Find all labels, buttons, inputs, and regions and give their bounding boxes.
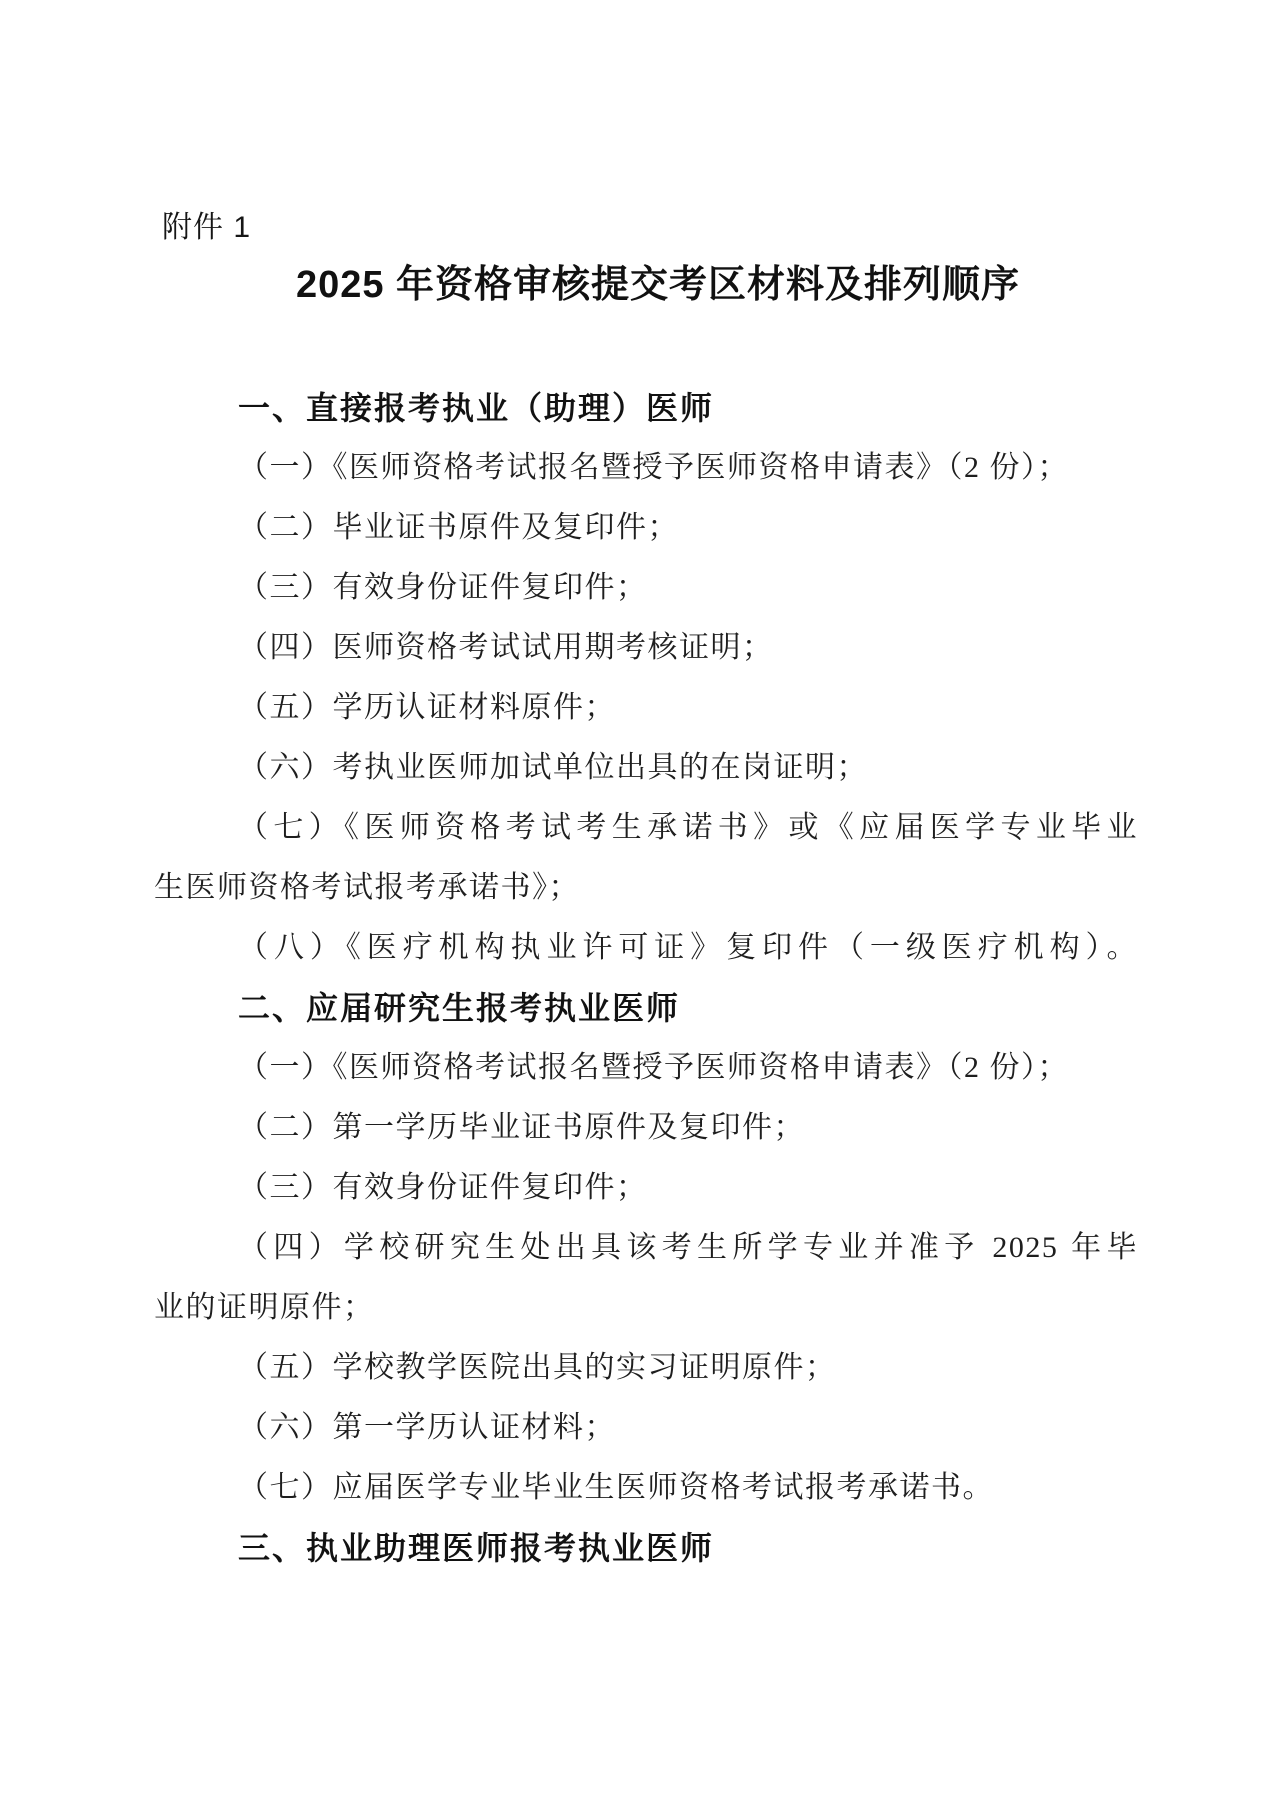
- document-title: 2025 年资格审核提交考区材料及排列顺序: [295, 264, 1021, 306]
- list-item-line: （一）《医师资格考试报名暨授予医师资格申请表》（2 份）；: [238, 451, 1069, 484]
- list-item-line: （七）应届医学专业毕业生医师资格考试报考承诺书。: [238, 1471, 994, 1504]
- list-item-line: （四）医师资格考试试用期考核证明；: [238, 631, 774, 664]
- section-heading-2: 二、应届研究生报考执业医师: [238, 990, 681, 1026]
- list-item-line: （八）《医疗机构执业许可证》复印件（一级医疗机构）。: [238, 931, 1138, 964]
- list-item-line: （五）学校教学医院出具的实习证明原件；: [238, 1351, 837, 1384]
- list-item-line: （二）毕业证书原件及复印件；: [238, 511, 679, 544]
- list-item-line: （二）第一学历毕业证书原件及复印件；: [238, 1111, 805, 1144]
- list-item-line: （七）《医师资格考试考生承诺书》或《应届医学专业毕业: [238, 811, 1138, 844]
- document-content: [154, 210, 1138, 1578]
- attachment-label: 附件 1: [162, 211, 252, 244]
- list-item-line: （四）学校研究生处出具该考生所学专业并准予 2025 年毕: [238, 1231, 1138, 1264]
- list-item-line: （三）有效身份证件复印件；: [238, 1171, 648, 1204]
- section-heading-1: 一、直接报考执业（助理）医师: [238, 390, 715, 426]
- list-item-line: （一）《医师资格考试报名暨授予医师资格申请表》（2 份）；: [238, 1051, 1069, 1084]
- list-item-continuation-line: 业的证明原件；: [154, 1291, 375, 1324]
- list-item-continuation-line: 生医师资格考试报考承诺书》；: [154, 871, 580, 904]
- list-item-line: （六）考执业医师加试单位出具的在岗证明；: [238, 751, 868, 784]
- section-heading-3: 三、执业助理医师报考执业医师: [238, 1530, 715, 1566]
- list-item-line: （五）学历认证材料原件；: [238, 691, 616, 724]
- list-item-line: （三）有效身份证件复印件；: [238, 571, 648, 604]
- list-item-line: （六）第一学历认证材料；: [238, 1411, 616, 1444]
